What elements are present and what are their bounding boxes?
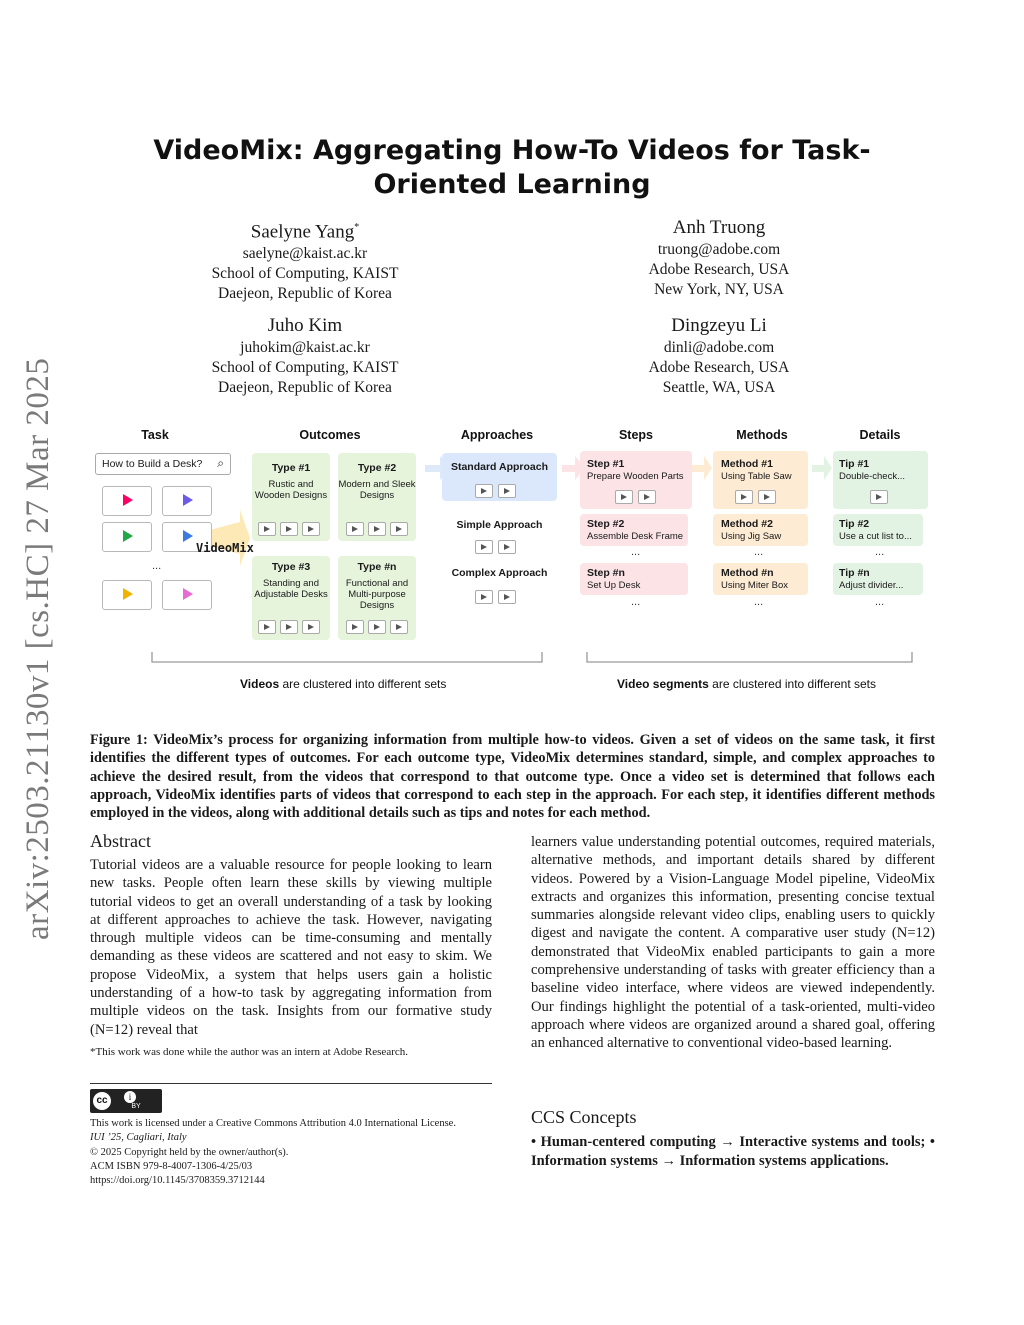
detail-title: Tip #1	[839, 458, 870, 470]
author-email: saelyne@kaist.ac.kr	[242, 245, 368, 263]
author-location: New York, NY, USA	[654, 281, 784, 298]
author-location: Daejeon, Republic of Korea	[218, 285, 392, 303]
mini-video-icon	[390, 620, 408, 634]
ccs-concepts: • Human-centered computing → Interactive systems and tools; • Information systems → Information systems applications.	[531, 1134, 935, 1169]
step-label	[587, 518, 683, 543]
method-label	[721, 567, 788, 592]
ellipsis: ...	[152, 560, 162, 572]
outcome-desc: Rustic and Wooden Designs	[254, 479, 328, 501]
author-email: truong@adobe.com	[657, 241, 781, 258]
search-box[interactable]	[95, 453, 231, 475]
header-task: Task	[141, 428, 169, 442]
video-thumbnail[interactable]	[162, 580, 212, 610]
outcome-title: Type #n	[357, 561, 397, 573]
approach-label: Simple Approach	[456, 519, 543, 531]
step-label	[587, 458, 683, 483]
outcome-desc: Modern and Sleek Designs	[338, 479, 416, 501]
author-affiliation: School of Computing, KAIST	[211, 265, 399, 283]
mini-video-icon	[302, 620, 320, 634]
caption-rest: are clustered into different sets	[708, 677, 877, 691]
author-email: dinli@adobe.com	[663, 339, 775, 356]
mini-video-icon	[638, 490, 656, 504]
method-title: Method #1	[721, 458, 773, 470]
outcome-title: Type #2	[357, 462, 397, 474]
paper-title: VideoMix: Aggregating How-To Videos for Task-Oriented Learning	[153, 135, 871, 200]
author-name: Dingzeyu Li	[671, 315, 767, 336]
author-name: Saelyne Yang	[250, 221, 355, 243]
detail-label	[839, 518, 912, 543]
author-location: Daejeon, Republic of Korea	[218, 379, 392, 396]
figure-caption-left	[240, 677, 446, 691]
author-affiliation: Adobe Research, USA	[648, 359, 790, 376]
play-icon	[183, 530, 193, 542]
author-block	[140, 314, 470, 398]
outcome-title: Type #3	[271, 561, 311, 573]
mini-video-icon	[346, 522, 364, 536]
mini-video-icon	[258, 620, 276, 634]
author-location: Seattle, WA, USA	[662, 379, 776, 396]
ccs-heading: CCS Concepts	[531, 1107, 637, 1127]
arrow-shape	[812, 456, 832, 480]
cc-license-badge	[90, 1089, 162, 1113]
mini-video-icon	[498, 484, 516, 498]
figure-caption: Figure 1: VideoMix’s process for organizing information from multiple how-to videos. Given a set of videos on the same task, it first identifies the different types of outcomes. For each outcome type, VideoMix determines standard, simple, and complex approaches to achieve the desired result, from the videos that correspond to that outcome type. Once a video set is determined that follows each approach, VideoMix identifies parts of videos that correspond to each step in the approach. For each step, it identifies different methods employed in the videos, along with additional details such as tips and notes for each method.	[90, 732, 935, 822]
mini-video-icon	[368, 620, 386, 634]
mini-video-icon	[475, 590, 493, 604]
mini-video-icon	[758, 490, 776, 504]
footnote-rule	[90, 1083, 492, 1084]
step-desc: Prepare Wooden Parts	[587, 471, 684, 482]
play-icon	[123, 588, 133, 600]
isbn: ACM ISBN 979-8-4007-1306-4/25/03	[90, 1160, 253, 1172]
mini-video-icon	[346, 620, 364, 634]
bracket-left	[152, 652, 542, 662]
step-title: Step #n	[587, 567, 625, 579]
copyright: © 2025 Copyright held by the owner/author(s).	[90, 1146, 289, 1158]
mini-video-icon	[280, 522, 298, 536]
header-details: Details	[859, 428, 901, 442]
mini-video-icon	[475, 484, 493, 498]
header-steps: Steps	[618, 428, 654, 442]
cc-icon: cc	[93, 1092, 111, 1110]
mini-video-icon	[368, 522, 386, 536]
abstract-right-column: learners value understanding potential outcomes, required materials, alternative methods, and important details shared by different videos. Powered by a Vision-Language Model pipeline, VideoMix extracts and organizes this information, presenting concise textual summaries alongside relevant video clips, enabling users to quickly digest and navigate the content. A comparative user study (N=12) demonstrated that VideoMix enabled participants to gain a more comprehensive understanding of tasks with greater efficiency than a baseline video interface, where videos are viewed independently. Our findings highlight the potential of a task-oriented, multi-video approach where videos are organized around a shared goal, offering an enhanced alternative to conventional video-based learning.	[531, 834, 935, 1052]
search-text: How to Build a Desk?	[102, 458, 203, 470]
play-icon	[183, 588, 193, 600]
person-icon: i	[124, 1091, 136, 1103]
method-desc: Using Table Saw	[721, 471, 792, 482]
step-title: Step #2	[587, 518, 625, 530]
play-icon	[183, 494, 193, 506]
arrow-shape	[692, 456, 712, 480]
step-label	[587, 567, 640, 592]
detail-desc: Use a cut list to...	[839, 531, 912, 542]
author-block	[554, 314, 884, 398]
detail-label	[839, 567, 903, 592]
mini-video-icon	[498, 540, 516, 554]
abstract-left-column: Tutorial videos are a valuable resource for people looking to learn new tasks. People often learn these skills by viewing multiple tutorial videos to get an overall understanding of a task by looking at different approaches to achieve the task. However, navigating through multiple videos can be time-consuming and mentally demanding as these videos are scattered and not easy to skim. We propose VideoMix, a system that helps users gain a holistic understanding of a how-to task by aggregating information from multiple videos on the task. Insights from our formative study (N=12) reveal that	[90, 857, 492, 1038]
video-thumbnail[interactable]	[102, 522, 152, 552]
ellipsis: ...	[754, 546, 764, 558]
doi-link[interactable]: https://doi.org/10.1145/3708359.3712144	[90, 1175, 265, 1187]
detail-label	[839, 458, 905, 483]
license-block	[90, 1117, 510, 1188]
figure-caption-right	[617, 677, 876, 691]
step-desc: Set Up Desk	[587, 580, 641, 591]
step-desc: Assemble Desk Frame	[587, 531, 684, 542]
header-methods: Methods	[736, 428, 788, 442]
footnote: *This work was done while the author was an intern at Adobe Research.	[90, 1046, 408, 1058]
outcome-desc: Standing and Adjustable Desks	[254, 578, 328, 600]
approach-label: Complex Approach	[451, 567, 548, 579]
abstract-heading: Abstract	[90, 831, 151, 851]
figure-1	[90, 420, 940, 702]
mini-video-icon	[475, 540, 493, 554]
header-outcomes: Outcomes	[299, 428, 361, 442]
method-label	[721, 518, 781, 543]
method-title: Method #n	[721, 567, 774, 579]
method-title: Method #2	[721, 518, 773, 530]
author-block	[554, 216, 884, 300]
author-affiliation: Adobe Research, USA	[648, 261, 790, 278]
outcome-title: Type #1	[271, 462, 311, 474]
ellipsis: ...	[875, 596, 885, 608]
step-title: Step #1	[587, 458, 625, 470]
caption-rest: are clustered into different sets	[279, 677, 447, 691]
method-desc: Using Jig Saw	[721, 531, 782, 542]
video-thumbnail[interactable]	[102, 486, 152, 516]
mini-video-icon	[870, 490, 888, 504]
ellipsis: ...	[875, 546, 885, 558]
search-icon: ⌕	[217, 456, 224, 470]
header-approaches: Approaches	[460, 428, 534, 442]
author-email: juhokim@kaist.ac.kr	[240, 339, 370, 356]
outcome-desc: Functional and Multi-purpose Designs	[345, 578, 409, 611]
mini-video-icon	[390, 522, 408, 536]
detail-title: Tip #n	[839, 567, 870, 579]
detail-desc: Double-check...	[839, 471, 906, 482]
video-thumbnail[interactable]	[102, 580, 152, 610]
videomix-label: VideoMix	[196, 541, 254, 555]
arrow-shape	[210, 510, 250, 566]
ellipsis: ...	[631, 546, 641, 558]
mini-video-icon	[258, 522, 276, 536]
author-mark: *	[354, 222, 360, 233]
caption-bold: Videos	[240, 677, 280, 691]
mini-video-icon	[280, 620, 298, 634]
arxiv-stamp: arXiv:2503.21130v1 [cs.HC] 27 Mar 2025	[20, 357, 56, 940]
method-desc: Using Miter Box	[721, 580, 789, 591]
approach-label: Standard Approach	[450, 461, 549, 473]
mini-video-icon	[498, 590, 516, 604]
author-affiliation: School of Computing, KAIST	[211, 359, 399, 376]
license-statement: This work is licensed under a Creative Commons Attribution 4.0 International License.	[90, 1118, 456, 1129]
caption-bold: Video segments	[617, 677, 709, 691]
detail-desc: Adjust divider...	[839, 580, 904, 591]
detail-title: Tip #2	[839, 518, 870, 530]
mini-video-icon	[615, 490, 633, 504]
play-icon	[123, 494, 133, 506]
video-thumbnail[interactable]	[162, 486, 212, 516]
venue: IUI ’25, Cagliari, Italy	[90, 1132, 187, 1144]
mini-video-icon	[302, 522, 320, 536]
author-name: Juho Kim	[267, 315, 343, 336]
author-block	[140, 216, 470, 304]
play-icon	[123, 530, 133, 542]
ellipsis: ...	[631, 596, 641, 608]
author-name: Anh Truong	[672, 217, 766, 238]
ellipsis: ...	[754, 596, 764, 608]
bracket-right	[587, 652, 912, 662]
mini-video-icon	[735, 490, 753, 504]
method-label	[721, 458, 792, 483]
by-label: BY	[131, 1103, 141, 1110]
